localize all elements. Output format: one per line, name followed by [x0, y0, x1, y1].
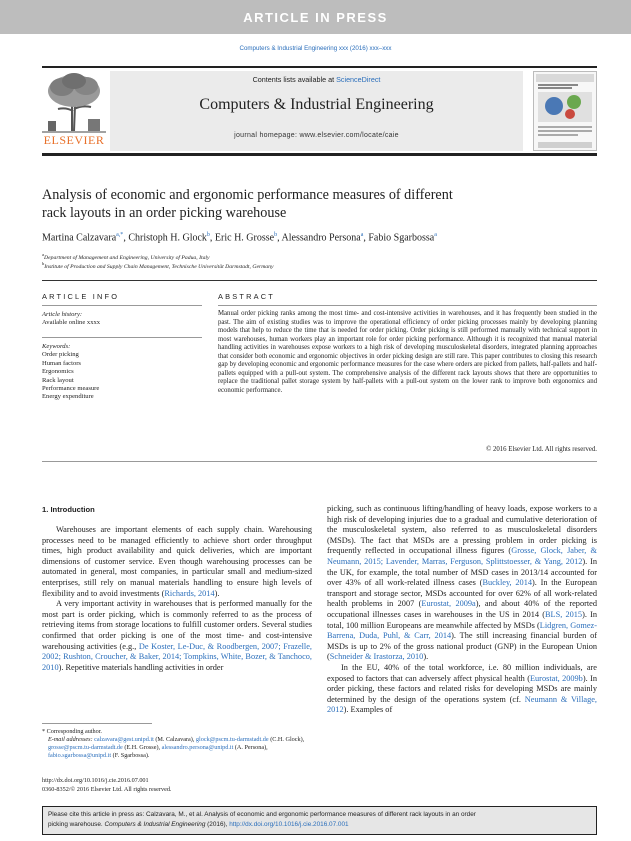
affiliation-mark: a	[42, 252, 44, 257]
body-paragraph	[42, 525, 312, 599]
author-affiliation-mark[interactable]: b	[274, 232, 278, 238]
journal-header-box	[110, 71, 523, 151]
email-owner: (C.H. Glock),	[268, 736, 305, 743]
citation-link[interactable]: Grosse, Glock, Jaber, & Neumann, 2015; Lavender, Marras, Ferguson, Splittstoesser, & Yang, 2012	[327, 546, 597, 566]
article-title	[42, 186, 562, 222]
body-paragraph	[327, 663, 597, 716]
citation-link[interactable]: Richards, 2014	[164, 588, 215, 598]
abstract-bottom-rule	[42, 461, 597, 462]
author-name[interactable]: Alessandro Persona	[281, 232, 361, 244]
history-label-text: Article history:	[42, 311, 83, 318]
abstract-rule	[218, 305, 597, 306]
citation-link[interactable]: Schneider & Irastorza, 2010	[329, 652, 424, 662]
email-link[interactable]: glock@pscm.tu-darmstadt.de	[195, 736, 269, 743]
author-name[interactable]: Eric H. Grosse	[214, 232, 275, 244]
email-owner: (F. Sgarbossa).	[111, 752, 150, 759]
body-text: ). In order picking, these factors and related risks for developing MSDs are mainly determined by the design of the operations system (cf.	[327, 673, 597, 704]
body-text: ).	[423, 652, 429, 662]
author-affiliation-mark[interactable]: b	[206, 232, 210, 238]
author-list	[42, 232, 597, 243]
footnote-rule	[42, 723, 152, 724]
cite-text: picking warehouse.	[48, 821, 105, 828]
email-link[interactable]: calzavara@gest.unipd.it	[94, 736, 154, 743]
keyword: Ergonomics	[42, 368, 74, 376]
article-info-heading: ARTICLE INFO	[42, 292, 120, 301]
cite-text: (2016),	[205, 821, 230, 828]
header-bottom-rule	[42, 153, 597, 156]
email-addresses	[42, 736, 312, 760]
email-owner: (M. Calzavara),	[153, 736, 196, 743]
keyword: Human factors	[42, 359, 81, 367]
citation-link[interactable]: Eurostat, 2009a	[421, 599, 476, 609]
abstract-heading: ABSTRACT	[218, 292, 276, 301]
email-owner: (A. Persona),	[233, 744, 268, 751]
doi-link[interactable]: http://dx.doi.org/10.1016/j.cie.2016.07.001	[42, 777, 149, 784]
cite-doi-link[interactable]: http://dx.doi.org/10.1016/j.cie.2016.07.001	[229, 821, 349, 828]
keywords-label-text: Keywords:	[42, 343, 71, 350]
front-matter-rule	[42, 280, 597, 281]
sciencedirect-link[interactable]: ScienceDirect	[336, 75, 381, 84]
body-text: ), and about 40% of the reported occupational illnesses cases in warehouses in the US in 2014 (	[327, 599, 597, 619]
banner-text: ARTICLE IN PRESS	[243, 9, 388, 25]
affiliation-text: Department of Management and Engineering, University of Padua, Italy	[44, 254, 210, 261]
elsevier-logo[interactable]	[42, 71, 106, 149]
abstract-copyright: © 2016 Elsevier Ltd. All rights reserved.	[486, 446, 597, 453]
affiliation-mark: b	[42, 261, 45, 266]
body-text: ). In total, 100 million Europeans are meanwhile affected by MSDs (	[327, 609, 597, 630]
footnote-text: Corresponding author.	[46, 728, 102, 735]
author-separator: ,	[363, 232, 369, 244]
body-text: In the EU, 40% of the total workforce, i.e. 80 million individuals, are exposed to factors that can adversely affect physical health (	[327, 662, 597, 683]
history-value: Available online xxxx	[42, 319, 101, 327]
body-column-left	[42, 525, 312, 673]
article-info-rule	[42, 305, 202, 306]
author-name[interactable]: Martina Calzavara	[42, 232, 117, 244]
body-paragraph	[327, 504, 597, 663]
citation-link[interactable]: Eurostat, 2009b	[529, 673, 583, 683]
history-rule	[42, 337, 202, 338]
corresponding-author-line	[42, 728, 312, 736]
header-top-rule	[42, 66, 597, 68]
author-separator: ,	[209, 232, 215, 244]
keyword: Rack layout	[42, 376, 74, 384]
author-name[interactable]: Christoph H. Glock	[128, 232, 207, 244]
journal-cover-thumbnail[interactable]	[533, 71, 597, 151]
author-affiliation-mark[interactable]: a	[360, 232, 364, 238]
issn-copyright: 0360-8352/© 2016 Elsevier Ltd. All rights reserved.	[42, 786, 172, 793]
corresponding-author-footnote	[42, 728, 312, 760]
body-text: ). In the European transport and storage sector, MSDs accounted for over 62% of all work-related health problems in 2007 (	[327, 578, 597, 609]
body-text: A very important activity in warehouses that is performed manually for the most part is order picking, which is commonly referred to as the process of retrieving items from storage locations to fulfill customer orders. Several studies confirmed that order picking is one of the most time- and cost-intensive warehousing activities (e.g.,	[42, 599, 312, 651]
cite-line-1: Please cite this article in press as: Calzavara, M., et al. Analysis of economic and ergonomic performance measures of different rack layouts in an order	[48, 811, 476, 818]
affiliation-text: Institute of Production and Supply Chain Management, Technische Universität Darmstadt, Germany	[44, 263, 274, 270]
keywords-block	[42, 343, 202, 402]
cite-this-article-box	[42, 806, 597, 835]
cite-line-2	[48, 820, 591, 830]
email-owner: (E.H. Grosse),	[122, 744, 162, 751]
article-title-line-2: rack layouts in an order picking warehouse	[42, 205, 287, 221]
abstract-text: Manual order picking ranks among the most time- and cost-intensive activities in warehouses, and it has frequently been studied in the past. The aim of existing studies was to improve the operational efficiency of order picking processes mainly by developing planning models that help to reduce the time that is needed for order picking. Order picking is still performed manually with technical support in most warehouses, human workers play an important role for order picking performance. Although it is recognized that manual material handling activities in warehouses expose workers to a high risk of developing musculoskeletal disorders, integrated planning approaches that consider both economic and ergonomic objectives in order picking design are still rare. This paper contributes to closing this research gap by developing economic and ergonomic performance measures for the case where orders are picked from pallets, half-pallets and half-pallets equipped with a pull-out system. The comprehensive analysis of the different rack layouts shows that there are opportunities to replace the traditional pallet storage system by half-pallets with a pull-out system on the lower rank to improve both ergonomics and economic performance.	[218, 310, 597, 394]
article-title-line-1: Analysis of economic and ergonomic performance measures of different	[42, 187, 453, 203]
contents-prefix: Contents lists available at	[252, 75, 337, 84]
author-affiliation-mark[interactable]: a	[434, 232, 437, 238]
email-link[interactable]: fabio.sgarbossa@unipd.it	[48, 752, 112, 759]
keywords-label	[42, 343, 202, 351]
cover-image-icon	[534, 72, 596, 150]
author-affiliation-mark[interactable]: a,*	[116, 232, 124, 238]
footnote-mark: *	[42, 728, 46, 735]
body-paragraph	[42, 599, 312, 673]
journal-homepage[interactable]: journal homepage: www.elsevier.com/locate/caie	[234, 132, 399, 139]
citation-link[interactable]: BLS, 2015	[544, 609, 583, 619]
affiliation-b	[42, 261, 597, 270]
elsevier-tree-icon	[42, 71, 106, 133]
journal-citation-line[interactable]: Computers & Industrial Engineering xxx (2016) xxx–xxx	[239, 45, 392, 52]
author-separator: ,	[123, 232, 129, 244]
keyword: Order picking	[42, 351, 79, 359]
cite-journal: Computers & Industrial Engineering	[104, 821, 206, 828]
citation-link[interactable]: Buckley, 2014	[482, 578, 532, 588]
body-text: Warehouses are important elements of each supply chain. Warehousing processes need to be managed efficiently to achieve short order throughput times, high product availability and quick deliveries, which are important dimensions of customer service. Even though warehousing processes can be automated in general, most companies, in particular small and medium-sized enterprises, still rely on manual materials handling to ensure high levels of flexibility and to avoid investments (	[42, 525, 312, 598]
citation-link[interactable]: Lidgren, Gomez-Barrena, Duda, Puhl, & Carr, 2014	[327, 620, 597, 641]
citation-link[interactable]: De Koster, Le-Duc, & Roodbergen, 2007; Frazelle, 2002; Rushton, Croucher, & Baker, 2014; Tompkins, White, Bozer, & Tanchoco, 2010	[42, 641, 312, 672]
body-column-right	[327, 504, 597, 716]
email-label: E-mail addresses:	[48, 736, 93, 743]
history-label	[42, 311, 202, 319]
author-name[interactable]: Fabio Sgarbossa	[368, 232, 435, 244]
email-link[interactable]: alessandro.persona@unipd.it	[161, 744, 234, 751]
section-heading-introduction: 1. Introduction	[42, 505, 95, 514]
author-separator: ,	[277, 232, 282, 244]
body-text: ). In the UK, for example, the total number of MSD cases in 2013/14 accounted for over 43% of all work-related illness cases (	[327, 556, 598, 588]
publisher-logo-text: ELSEVIER	[43, 133, 105, 147]
email-link[interactable]: grosse@pscm.tu-darmstadt.de	[48, 744, 123, 751]
keyword: Energy expenditure	[42, 393, 94, 401]
contents-line	[110, 75, 523, 84]
body-text: ). Examples of	[343, 705, 393, 715]
body-text: ).	[214, 588, 220, 598]
keyword: Performance measure	[42, 385, 100, 393]
article-in-press-banner	[0, 0, 631, 34]
body-text: picking, such as continuous lifting/handling of heavy loads, expose workers to a high risk of developing injuries due to a gradual and cumulative deterioration of the musculoskeletal system, also referred to as musculoskeletal disorders (MSDs). The fact that MSDs are a pressing problem in order picking is frequently reflected in occupational illness figures (	[327, 504, 597, 556]
body-text: ). The still increasing financial burden of MSDs is up to 2% of the gross national product (GNP) in the European Union (	[327, 631, 597, 662]
article-history	[42, 311, 202, 328]
journal-title: Computers & Industrial Engineering	[199, 96, 434, 113]
citation-link[interactable]: Neumann & Village, 2012	[327, 694, 597, 715]
body-text: ). Repetitive materials handling activities in order	[58, 662, 224, 672]
affiliation-a	[42, 252, 597, 261]
